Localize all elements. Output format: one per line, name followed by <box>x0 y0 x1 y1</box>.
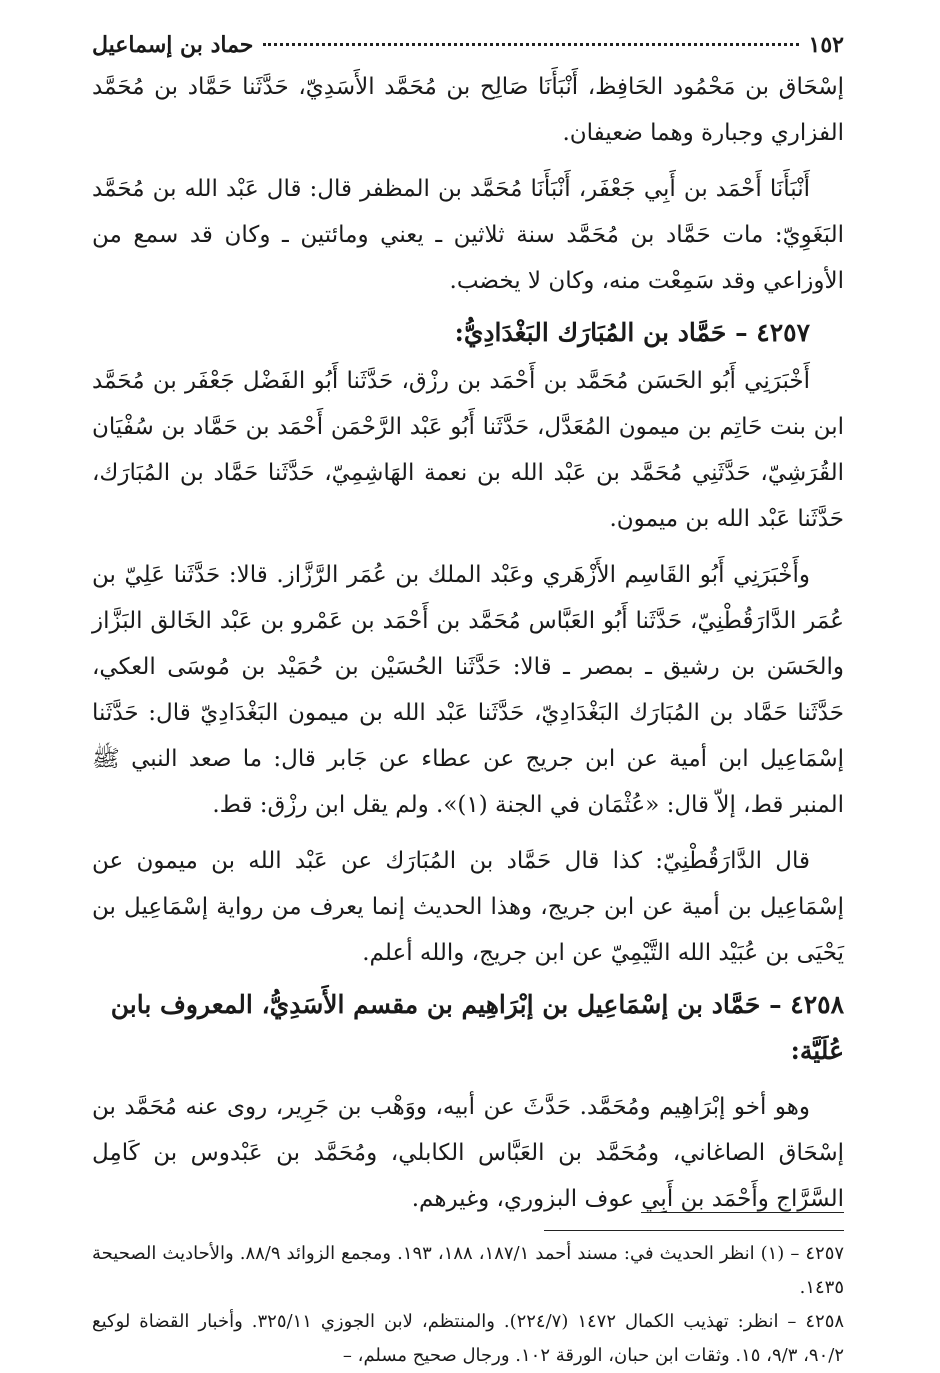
bio-underlined-text: السَّرَّاج وأَحْمَد بن أَبِي <box>641 1186 844 1212</box>
entry-4257-title: ٤٢٥٧ – حَمَّاد بن المُبَارَك البَغْدَادِيُّ: <box>454 318 810 347</box>
footnote-4258: ٤٢٥٨ – انظر: تهذيب الكمال ١٤٧٢ (٢٢٤/٧). والمنتظم، لابن الجوزي ٣٢٥/١١. وأخبار القضاة لوكيع ٩٠/٢، ٩/٣، ١٥. وثقات ابن حبان، الورقة ١٠٢. ورجال صحيح مسلم، – <box>92 1311 845 1366</box>
paragraph-continuation: إسْحَاق بن مَحْمُود الحَافِظ، أَنْبَأَنَا صَالِح بن مُحَمَّد الأَسَدِيّ، حَدَّثَنا حَمَّاد بن مُحَمَّد الفزاري وجبارة وهما ضعيفان. <box>92 74 844 146</box>
paragraph-4257-daraqutni: قال الدَّارَقُطْنِيّ: كذا قال حَمَّاد بن المُبَارَك عن عَبْد الله بن ميمون عن إسْمَاعِيل بن أمية عن ابن جريج، وهذا الحديث إنما يعرف من رواية إسْمَاعِيل بن يَحْيَى بن عُبَيْد الله التَّيْمِيّ عن ابن جريج، والله أعلم. <box>92 848 844 966</box>
document-page <box>92 32 844 1373</box>
bio-main-text: وهو أخو إبْرَاهِيم ومُحَمَّد. حَدَّثَ عن أبيه، ووَهْب بن جَرِير، روى عنه مُحَمَّد بن إسْحَاق الصاغاني، ومُحَمَّد بن العَبَّاس الكابلي، ومُحَمَّد بن عَبْدوس بن كَامِل <box>92 1094 844 1166</box>
page-header <box>92 32 844 64</box>
paragraph-4258-bio <box>92 1084 844 1222</box>
footnote-separator <box>544 1230 844 1231</box>
footnote-4257: ٤٢٥٧ – (١) انظر الحديث في: مسند أحمد ١٨٧/١، ١٨٨، ١٩٣. ومجمع الزوائد ٨٨/٩. والأحاديث الصحيحة ١٤٣٥. <box>92 1243 845 1298</box>
paragraph-4257-isnad-1: أَخْبَرَنِي أَبُو الحَسَن مُحَمَّد بن أَحْمَد بن رزْق، حَدَّثَنا أَبُو الفَضْل جَعْفَر بن مُحَمَّد ابن بنت حَاتِم بن ميمون المُعَدَّل، حَدَّثَنا أَبُو عَبْد الرَّحْمَن أَحْمَد بن حَمَّاد بن سُفْيَان القُرَشِيّ، حَدَّثَنِي مُحَمَّد بن عَبْد الله بن نعمة الهَاشِمِيّ، حَدَّثَنا حَمَّاد بن المُبَارَك، حَدَّثَنا عَبْد الله بن ميمون. <box>92 368 844 532</box>
bio-end-text: عوف البزوري، وغيرهم. <box>411 1186 642 1212</box>
header-dot-leader <box>263 43 798 46</box>
entry-4258-title: ٤٢٥٨ – حَمَّاد بن إسْمَاعِيل بن إبْرَاهِيم بن مقسم الأَسَدِيُّ، المعروف بابن عُلَيَّة: <box>110 990 844 1065</box>
paragraph-4257-isnad-2: وأَخْبَرَنِي أَبُو القَاسِم الأَزْهَري وعَبْد الملك بن عُمَر الرَّزَّاز. قالا: حَدَّثَنا عَلِيّ بن عُمَر الدَّارَقُطْنِيّ، حَدَّثَنا أَبُو العَبَّاس مُحَمَّد بن أَحْمَد بن عَمْرو بن عَبْد الخَالق البَزَّاز والحَسَن بن رشيق ـ بمصر ـ قالا: حَدَّثَنا الحُسَيْن بن حُمَيْد بن مُوسَى العكي، حَدَّثَنا حَمَّاد بن المُبَارَك البَغْدَادِيّ، حَدَّثَنا عَبْد الله بن ميمون البَغْدَادِيّ قال: حَدَّثَنا إسْمَاعِيل ابن أمية عن ابن جريج عن عطاء عن جَابر قال: ما صعد النبي ﷺ المنبر قط، إلاّ قال: «عُثْمَان في الجنة (١)». ولم يقل ابن رزْق: قط. <box>92 562 844 818</box>
paragraph-baghawi: أَنْبَأَنَا أَحْمَد بن أَبِي جَعْفَر، أَنْبَأَنَا مُحَمَّد بن المظفر قال: قال عَبْد الله بن مُحَمَّد البَغَوِيّ: مات حَمَّاد بن مُحَمَّد سنة ثلاثين ـ يعني ومائتين ـ وكان قد سمع من الأوزاعي وقد سَمِعْت منه، وكان لا يخضب. <box>92 176 844 294</box>
running-title: حماد بن إسماعيل <box>92 32 254 58</box>
page-number: ١٥٢ <box>808 32 844 58</box>
